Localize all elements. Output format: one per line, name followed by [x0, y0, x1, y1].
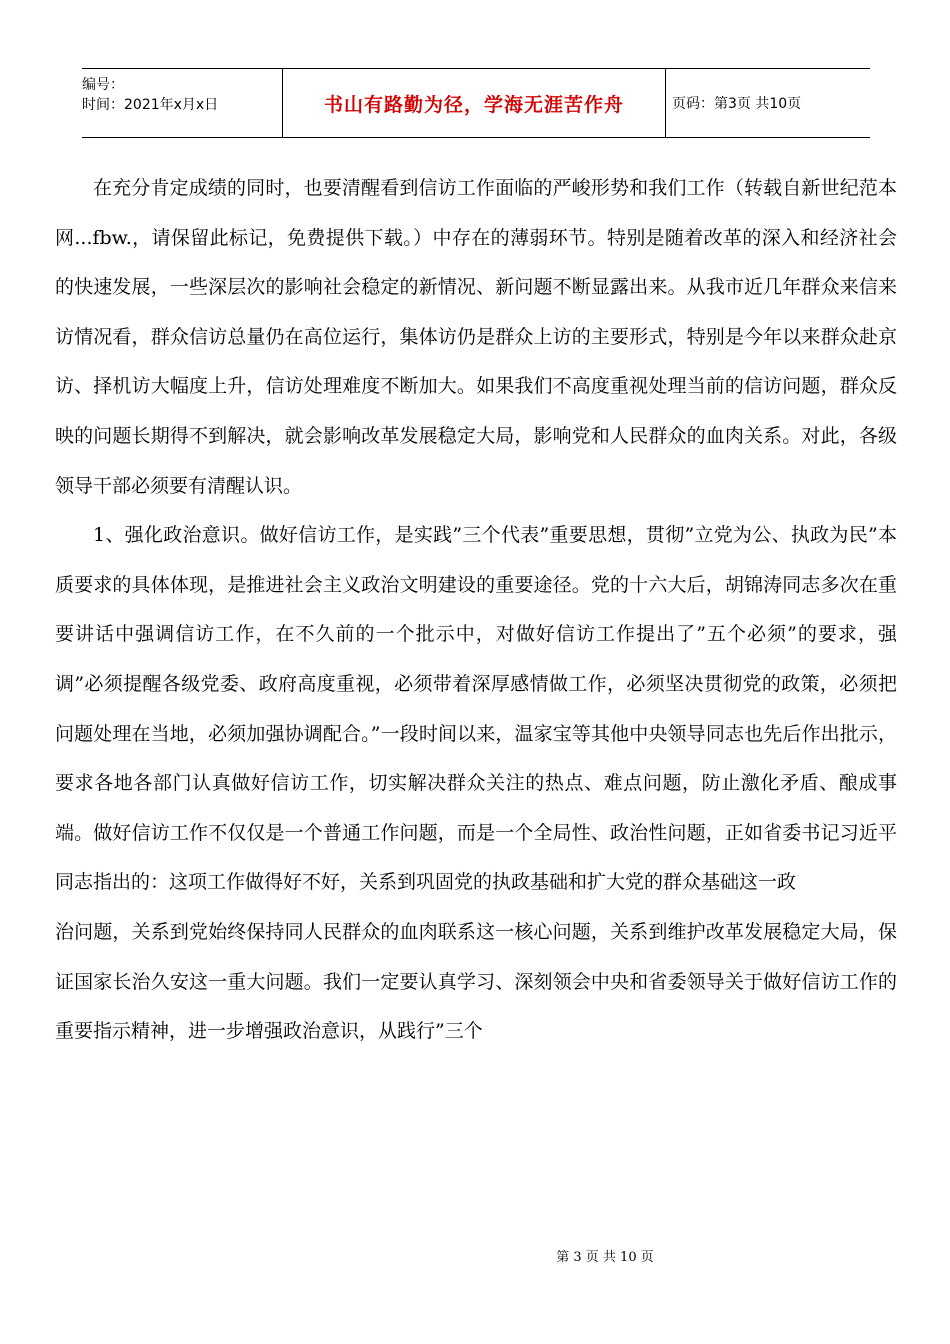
- date-label: 时间：2021年x月x日: [82, 97, 219, 113]
- header-motto: 书山有路勤为径，学海无涯苦作舟: [323, 93, 624, 116]
- page-footer: 第 3 页 共 10 页: [556, 1250, 654, 1265]
- document-body: [55, 164, 897, 1057]
- number-label: 编号：: [82, 77, 124, 93]
- paragraph-1: 在充分肯定成绩的同时，也要清醒看到信访工作面临的严峻形势和我们工作（转载自新世纪范本网...fbw.，请保留此标记，免费提供下载。）中存在的薄弱环节。特别是随着改革的深入和经济社会的快速发展，一些深层次的影响社会稳定的新情况、新问题不断显露出来。从我市近几年群众来信来访情况看，群众信访总量仍在高位运行，集体访仍是群众上访的主要形式，特别是今年以来群众赴京访、择机访大幅度上升，信访处理难度不断加大。如果我们不高度重视处理当前的信访问题，群众反映的问题长期得不到解决，就会影响改革发展稳定大局，影响党和人民群众的血肉关系。对此，各级领导干部必须要有清醒认识。: [55, 177, 897, 497]
- header-motto-cell: [282, 69, 666, 137]
- header-page-cell: [664, 69, 870, 137]
- paragraph-2: 1、强化政治意识。做好信访工作，是实践”三个代表”重要思想，贯彻”立党为公、执政为民”本质要求的具体体现，是推进社会主义政治文明建设的重要途径。党的十六大后，胡锦涛同志多次在重要讲话中强调信访工作，在不久前的一个批示中，对做好信访工作提出了”五个必须”的要求，强调”必须提醒各级党委、政府高度重视，必须带着深厚感情做工作，必须坚决贯彻党的政策，必须把问题处理在当地，必须加强协调配合。”一段时间以来，温家宝等其他中央领导同志也先后作出批示，要求各地各部门认真做好信访工作，切实解决群众关注的热点、难点问题，防止激化矛盾、酿成事端。做好信访工作不仅仅是一个普通工作问题，而是一个全局性、政治性问题，正如省委书记习近平同志指出的：这项工作做得好不好，关系到巩固党的执政基础和扩大党的群众基础这一政: [55, 524, 897, 894]
- paragraph-3: 治问题，关系到党始终保持同人民群众的血肉联系这一核心问题，关系到维护改革发展稳定大局，保证国家长治久安这一重大问题。我们一定要认真学习、深刻领会中央和省委领导关于做好信访工作的重要指示精神，进一步增强政治意识，从践行”三个: [55, 920, 897, 1043]
- header-page-label: 页码：第3页 共10页: [672, 96, 802, 112]
- header-meta: [82, 69, 282, 137]
- page-header: [82, 68, 870, 138]
